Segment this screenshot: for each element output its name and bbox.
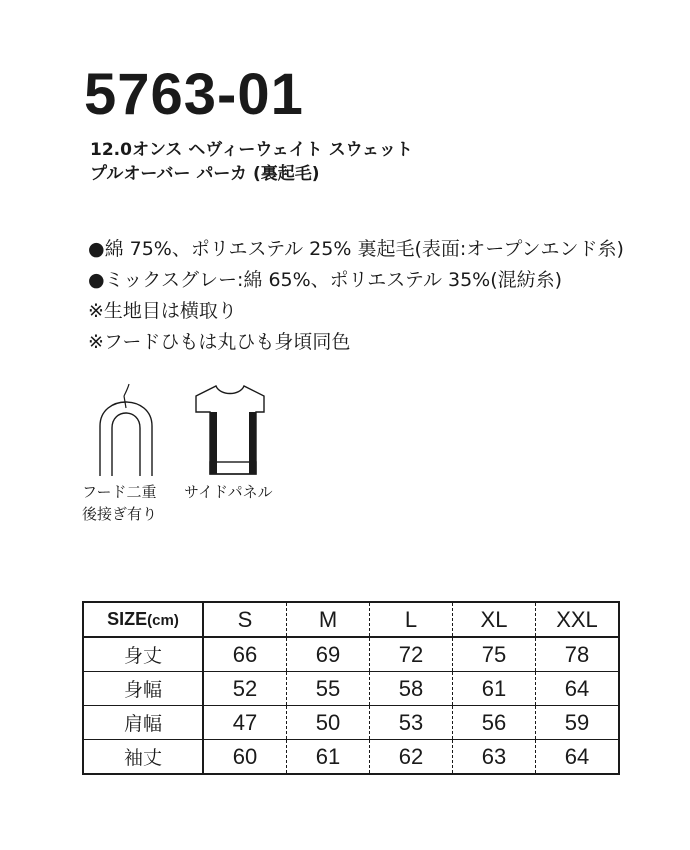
table-cell: 53 xyxy=(370,706,453,740)
side-panel-caption: サイドパネル xyxy=(184,483,273,501)
table-cell: 69 xyxy=(287,637,370,672)
row-label-sleeve-length: 袖丈 xyxy=(83,740,203,775)
table-cell: 72 xyxy=(370,637,453,672)
table-cell: 63 xyxy=(453,740,536,775)
note-grain: ※生地目は横取り xyxy=(88,300,237,322)
table-cell: 59 xyxy=(536,706,620,740)
table-cell: 64 xyxy=(536,740,620,775)
size-unit: (cm) xyxy=(147,612,179,629)
size-s: S xyxy=(203,602,287,637)
table-cell: 52 xyxy=(203,672,287,706)
table-cell: 60 xyxy=(203,740,287,775)
subtitle-line-2: プルオーバー パーカ (裏起毛) xyxy=(90,164,320,184)
material-notes xyxy=(88,234,624,358)
row-label-shoulder-width: 肩幅 xyxy=(83,706,203,740)
hood-caption-2: 後接ぎ有り xyxy=(82,505,158,523)
feature-side-panel xyxy=(184,380,274,502)
side-panel-shirt-icon xyxy=(184,380,274,480)
table-cell: 47 xyxy=(203,706,287,740)
size-m: M xyxy=(287,602,370,637)
hood-icon xyxy=(82,380,174,480)
table-row xyxy=(83,706,619,740)
table-cell: 62 xyxy=(370,740,453,775)
table-row xyxy=(83,672,619,706)
table-row xyxy=(83,740,619,775)
size-header-cell xyxy=(83,602,203,637)
table-cell: 66 xyxy=(203,637,287,672)
table-cell: 56 xyxy=(453,706,536,740)
table-cell: 55 xyxy=(287,672,370,706)
table-cell: 64 xyxy=(536,672,620,706)
table-cell: 50 xyxy=(287,706,370,740)
row-label-body-width: 身幅 xyxy=(83,672,203,706)
note-cord: ※フードひもは丸ひも身頃同色 xyxy=(88,331,351,353)
hood-caption-1: フード二重 xyxy=(82,483,157,501)
table-cell: 58 xyxy=(370,672,453,706)
product-code: 5763-01 xyxy=(84,62,304,127)
feature-double-hood xyxy=(82,380,174,524)
row-label-body-length: 身丈 xyxy=(83,637,203,672)
table-cell: 61 xyxy=(453,672,536,706)
product-subtitle xyxy=(90,138,413,186)
note-fabric: ●綿 75%、ポリエステル 25% 裏起毛(表面:オープンエンド糸) xyxy=(88,238,624,260)
table-cell: 78 xyxy=(536,637,620,672)
size-header-row xyxy=(83,602,619,637)
size-chart xyxy=(82,601,620,775)
table-row xyxy=(83,637,619,672)
table-cell: 61 xyxy=(287,740,370,775)
note-mix-grey: ●ミックスグレー:綿 65%、ポリエステル 35%(混紡糸) xyxy=(88,269,563,291)
size-xxl: XXL xyxy=(536,602,620,637)
size-l: L xyxy=(370,602,453,637)
size-xl: XL xyxy=(453,602,536,637)
table-cell: 75 xyxy=(453,637,536,672)
size-label: SIZE xyxy=(107,609,148,629)
subtitle-line-1: 12.0オンス ヘヴィーウェイト スウェット xyxy=(90,140,413,160)
